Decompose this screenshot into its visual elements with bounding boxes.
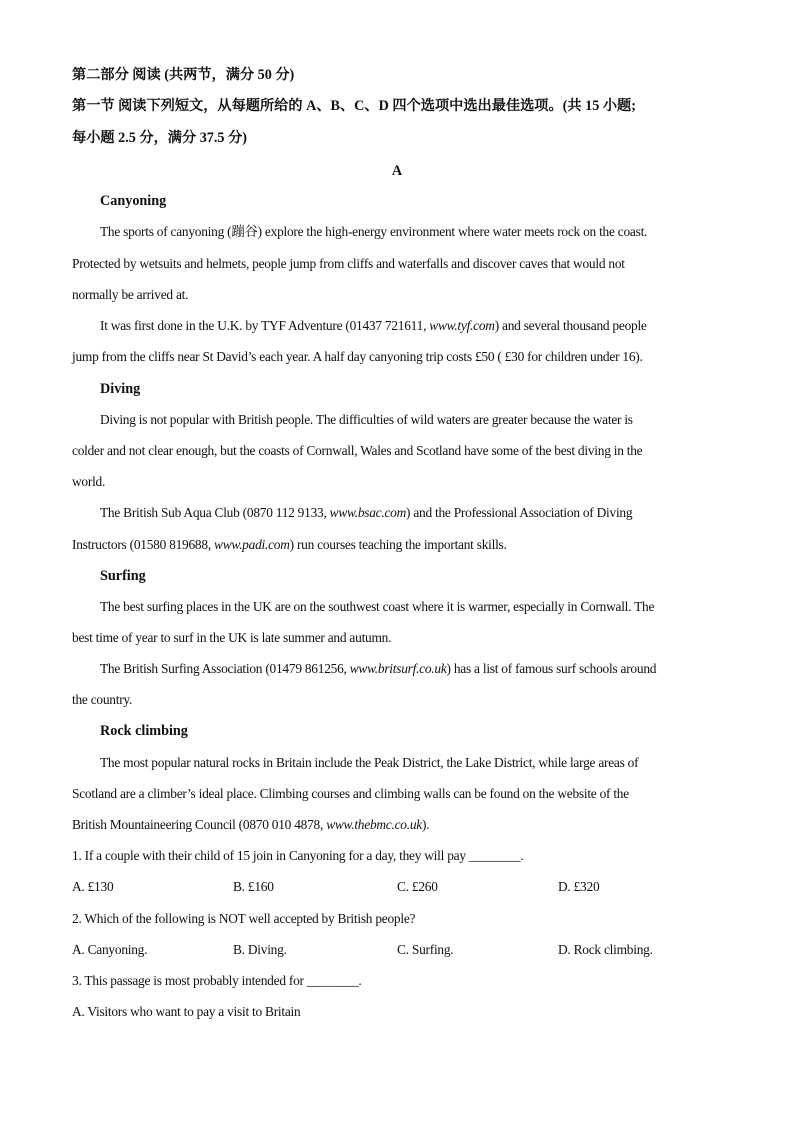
question-1-option-a: A. £130 (72, 879, 114, 894)
canyoning-p1-line-2: Protected by wetsuits and helmets, people jump from cliffs and waterfalls and discover caves that would not (72, 256, 625, 271)
bmc-contact-tail: ). (421, 817, 430, 832)
question-1-option-b: B. £160 (233, 879, 274, 894)
canyoning-p1-line-1: The sports of canyoning (蹦谷) explore the high-energy environment where water meets rock on the coast. (100, 224, 648, 239)
bsac-contact-tail: ) and the Professional Association of Diving (406, 505, 633, 520)
canyoning-p2-line-1 (100, 318, 647, 334)
heading-canyoning: Canyoning (100, 193, 167, 209)
diving-p1-line-1: Diving is not popular with British people. The difficulties of wild waters are greater because the water is (100, 412, 633, 427)
bsa-contact-text: The British Surfing Association (01479 861256, (100, 661, 350, 676)
question-3-stem: 3. This passage is most probably intended for ________. (72, 973, 362, 988)
climbing-p1-line-2: Scotland are a climber’s ideal place. Climbing courses and climbing walls can be found on the website of the (72, 786, 629, 801)
diving-p1-line-3: world. (72, 474, 106, 489)
climbing-p1-line-3 (72, 817, 429, 833)
canyoning-p1-line-3: normally be arrived at. (72, 287, 189, 302)
padi-website-link: www.padi.com (214, 537, 290, 552)
climbing-p1-line-1: The most popular natural rocks in Britain include the Peak District, the Lake District, while large areas of (100, 755, 639, 770)
question-2-option-b: B. Diving. (233, 942, 287, 957)
canyoning-contact-tail: ) and several thousand people (494, 318, 647, 333)
padi-contact-text: Instructors (01580 819688, (72, 537, 215, 552)
diving-p2-line-1 (100, 505, 632, 521)
britsurf-website-link: www.britsurf.co.uk (349, 661, 447, 676)
bsac-website-link: www.bsac.com (329, 505, 407, 520)
surfing-p1-line-1: The best surfing places in the UK are on the southwest coast where it is warmer, especially in Cornwall. The (100, 599, 655, 614)
question-3-option-a: A. Visitors who want to pay a visit to Britain (72, 1004, 301, 1019)
bsac-contact-text: The British Sub Aqua Club (0870 112 9133, (100, 505, 330, 520)
question-2-option-a: A. Canyoning. (72, 942, 148, 957)
section-title-line-1: 第一节 阅读下列短文，从每题所给的 A、B、C、D 四个选项中选出最佳选项。(共 15 小题; (72, 98, 636, 114)
bsa-contact-tail: ) has a list of famous surf schools around (446, 661, 657, 676)
passage-label: A (391, 163, 403, 179)
tyf-website-link: www.tyf.com (429, 318, 495, 333)
section-title-line-2: 每小题 2.5 分，满分 37.5 分) (72, 130, 247, 146)
surfing-p1-line-2: best time of year to surf in the UK is late summer and autumn. (72, 630, 392, 645)
canyoning-p2-line-2: jump from the cliffs near St David’s each year. A half day canyoning trip costs £50 ( £30 for children under 16). (72, 349, 643, 364)
question-1-option-d: D. £320 (558, 879, 600, 894)
bmc-contact-text: British Mountaineering Council (0870 010 4878, (72, 817, 327, 832)
question-1-stem: 1. If a couple with their child of 15 join in Canyoning for a day, they will pay ________. (72, 848, 524, 863)
question-2-option-c: C. Surfing. (397, 942, 454, 957)
part-title: 第二部分 阅读 (共两节，满分 50 分) (72, 67, 295, 83)
surfing-p2-line-2: the country. (72, 692, 133, 707)
bmc-website-link: www.thebmc.co.uk (326, 817, 422, 832)
question-2-stem: 2. Which of the following is NOT well accepted by British people? (72, 911, 416, 926)
canyoning-contact-text: It was first done in the U.K. by TYF Adventure (01437 721611, (100, 318, 430, 333)
question-1-option-c: C. £260 (397, 879, 438, 894)
heading-surfing: Surfing (100, 568, 146, 584)
heading-diving: Diving (100, 381, 141, 397)
diving-p2-line-2 (72, 537, 507, 553)
padi-contact-tail: ) run courses teaching the important skills. (289, 537, 507, 552)
heading-rock-climbing: Rock climbing (100, 723, 188, 739)
surfing-p2-line-1 (100, 661, 656, 677)
question-2-option-d: D. Rock climbing. (558, 942, 653, 957)
diving-p1-line-2: colder and not clear enough, but the coasts of Cornwall, Wales and Scotland have some of the best diving in the (72, 443, 643, 458)
